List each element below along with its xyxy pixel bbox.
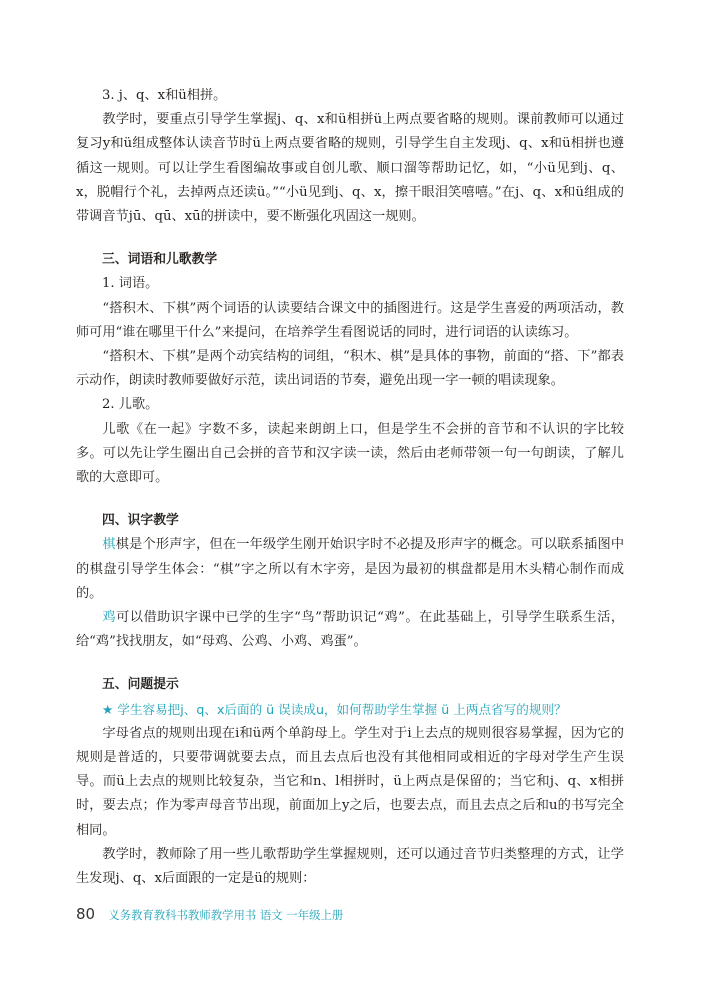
- subsection-heading-songs: 2. 儿歌。: [102, 397, 159, 413]
- paragraph-problem-1: 字母省点的规则出现在i和ü两个单韵母上。学生对于i上去点的规则很容易掌握，因为它的规则是普适的，只要带调就要去点，而且去点后也没有其他相同或相近的字母对学生产生误导。而ü上去点的规则比较复杂，当它和n、l相拼时，ü上两点是保留的；当它和j、q、x相拼时，要去点；作为零声母音节出现，前面加上y之后，也要去点，而且去点之后和u的书写完全相同。: [76, 725, 624, 838]
- paragraph-problem-2: 教学时，教师除了用一些儿歌帮助学生掌握规则，还可以通过音节归类整理的方式，让学生发现j、q、x后面跟的一定是ü的规则：: [76, 846, 624, 887]
- section-title-words-songs: 三、词语和儿歌教学: [102, 252, 218, 268]
- spacer: [76, 654, 624, 673]
- paragraph-words-1: “搭积木、下棋”两个词语的认读要结合课文中的插图进行。这是学生喜爱的两项活动，教师可用“谁在哪里干什么”来提问，在培养学生看图说话的同时，进行词语的认读练习。: [76, 300, 624, 340]
- spacer: [76, 490, 624, 509]
- paragraph-char-ji-text: 可以借助识字课中已学的生字“鸟”帮助识记“鸡”。在此基础上，引导学生联系生活，给“鸡”找找朋友，如“母鸡、公鸡、小鸡、鸡蛋”。: [76, 610, 625, 650]
- subsection-heading-jqx: 3. j、q、x和ü相拼。: [102, 88, 227, 103]
- book-title: 义务教育教科书教师教学用书 语文 一年级上册: [108, 908, 344, 922]
- char-term-ji: 鸡: [102, 610, 117, 626]
- paragraph-char-ji: [76, 606, 624, 654]
- char-term-qi: 棋: [102, 537, 116, 553]
- page-footer: [76, 904, 636, 923]
- spacer: [76, 229, 624, 248]
- paragraph-jqx-teaching: 教学时，要重点引导学生掌握j、q、x和ü相拼ü上两点要省略的规则。课前教师可以通过复习y和ü组成整体认读音节时ü上两点要省略的规则，引导学生自主发现j、q、x和ü相拼也遵循这一规则。可以让学生看图编故事或自创儿歌、顺口溜等帮助记忆，如，“小ü见到j、q、x，脱帽行个礼，去掉两点还读ü。”“小ü见到j、q、x，擦干眼泪笑嘻嘻。”在j、q、x和ü组成的带调音节jū、qū、xū的拼读中，要不断强化巩固这一规则。: [76, 112, 624, 225]
- problem-tip-question: ★ 学生容易把j、q、x后面的 ü 误读成u，如何帮助学生掌握 ü 上两点省写的规则？: [102, 701, 567, 717]
- subsection-heading-words: 1. 词语。: [102, 276, 159, 292]
- paragraph-char-qi: [76, 533, 624, 606]
- paragraph-songs: 儿歌《在一起》字数不多，读起来朗朗上口，但是学生不会拼的音节和不认识的字比较多。可以先让学生圈出自己会拼的音节和汉字读一读，然后由老师带领一句一句朗读，了解儿歌的大意即可。: [76, 421, 624, 486]
- page-content: [76, 84, 624, 891]
- section-title-literacy: 四、识字教学: [102, 513, 179, 529]
- paragraph-char-qi-text: 棋是个形声字，但在一年级学生刚开始识字时不必提及形声字的概念。可以联系插图中的棋盘引导学生体会：“棋”字之所以有木字旁，是因为最初的棋盘都是用木头精心制作而成的。: [76, 537, 625, 601]
- section-title-problems: 五、问题提示: [102, 677, 179, 693]
- paragraph-words-2: “搭积木、下棋”是两个动宾结构的词组，“积木、棋”是具体的事物，前面的“搭、下”都表示动作，朗读时教师要做好示范，读出词语的节奏，避免出现一字一顿的唱读现象。: [76, 349, 624, 389]
- page-number: 80: [76, 905, 96, 923]
